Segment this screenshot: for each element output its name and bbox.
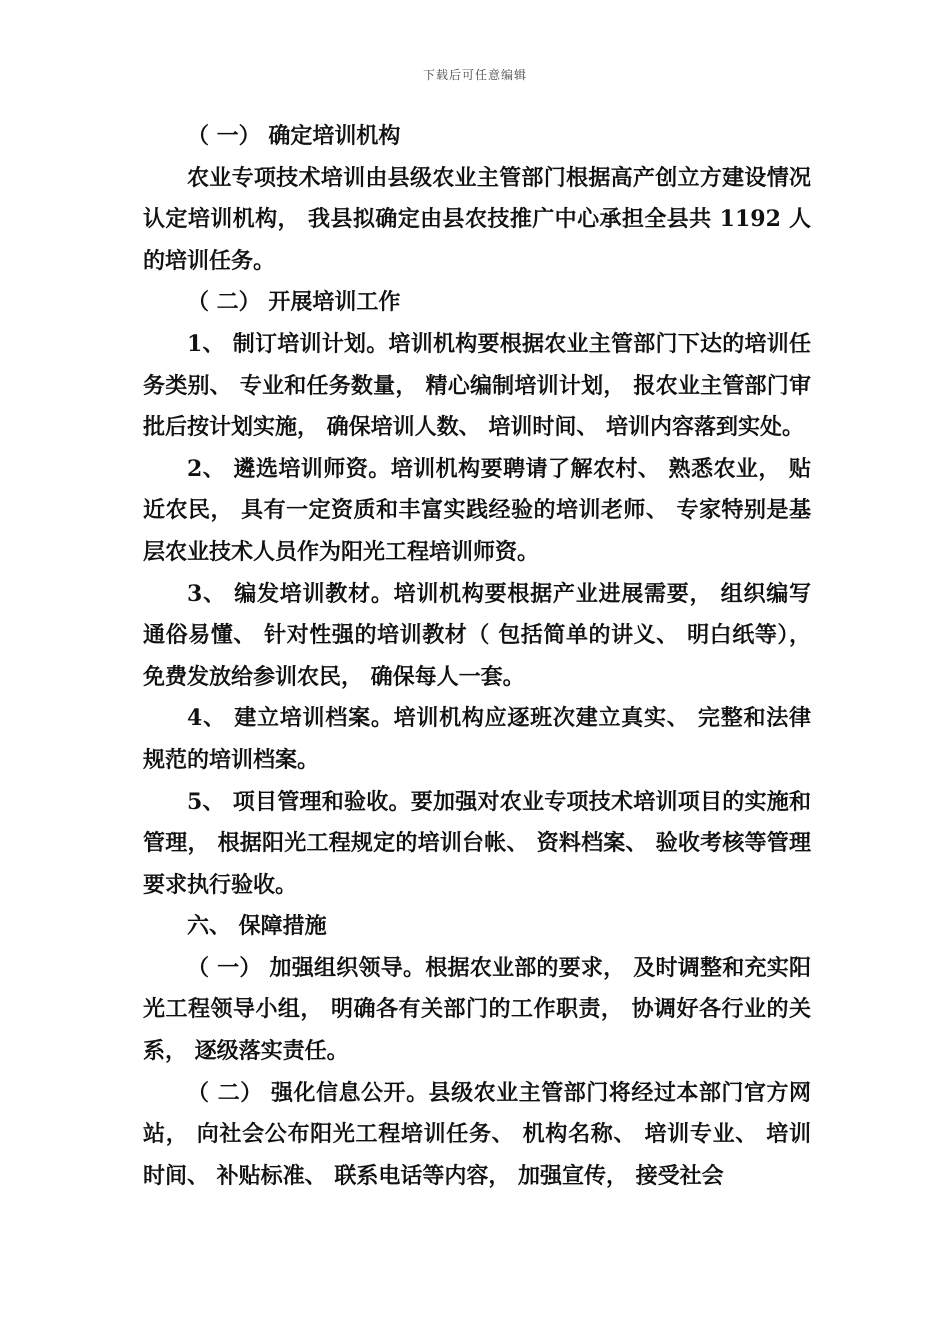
section-heading-safeguard-measures: 六、 保障措施 — [187, 913, 327, 940]
page-header-note: 下载后可任意编辑 — [422, 68, 527, 82]
section-heading-carry-out-training: （ 二） 开展培训工作 — [187, 289, 401, 316]
paragraph-select-teachers: 2、 遴选培训师资。培训机构要聘请了解农村、 熟悉农业， 贴近农民， 具有一定资质和丰富实践经验的培训老师、 专家特别是基层农业技术人员作为阳光工程培训师资。 — [143, 455, 811, 565]
paragraph-materials: 3、 编发培训教材。培训机构要根据产业进展需要， 组织编写通俗易懂、 针对性强的培训教材（ 包括简单的讲义、 明白纸等）， 免费发放给参训农民， 确保每人一套。 — [143, 580, 811, 690]
document-body — [143, 116, 811, 1197]
paragraph-institution: 农业专项技术培训由县级农业主管部门根据高产创立方建设情况认定培训机构， 我县拟确定由县农技推广中心承担全县共 1192 人的培训任务。 — [143, 164, 811, 274]
paragraph-management-acceptance: 5、 项目管理和验收。要加强对农业专项技术培训项目的实施和管理， 根据阳光工程规定的培训台帐、 资料档案、 验收考核等管理要求执行验收。 — [143, 788, 811, 898]
paragraph-information-disclosure: （ 二） 强化信息公开。县级农业主管部门将经过本部门官方网站， 向社会公布阳光工程培训任务、 机构名称、 培训专业、 培训时间、 补贴标准、 联系电话等内容， 加强宣传， 接受社会 — [143, 1079, 811, 1189]
paragraph-organization-leadership: （ 一） 加强组织领导。根据农业部的要求， 及时调整和充实阳光工程领导小组， 明确各有关部门的工作职责， 协调好各行业的关系， 逐级落实责任。 — [143, 954, 811, 1065]
section-heading-establish-institution: （ 一） 确定培训机构 — [187, 123, 401, 149]
paragraph-archives: 4、 建立培训档案。培训机构应逐班次建立真实、 完整和法律规范的培训档案。 — [143, 705, 811, 773]
paragraph-training-plan: 1、 制订培训计划。培训机构要根据农业主管部门下达的培训任务类别、 专业和任务数量， 精心编制培训计划， 报农业主管部门审批后按计划实施， 确保培训人数、 培训时间、 培训内容落到实处。 — [143, 330, 811, 441]
